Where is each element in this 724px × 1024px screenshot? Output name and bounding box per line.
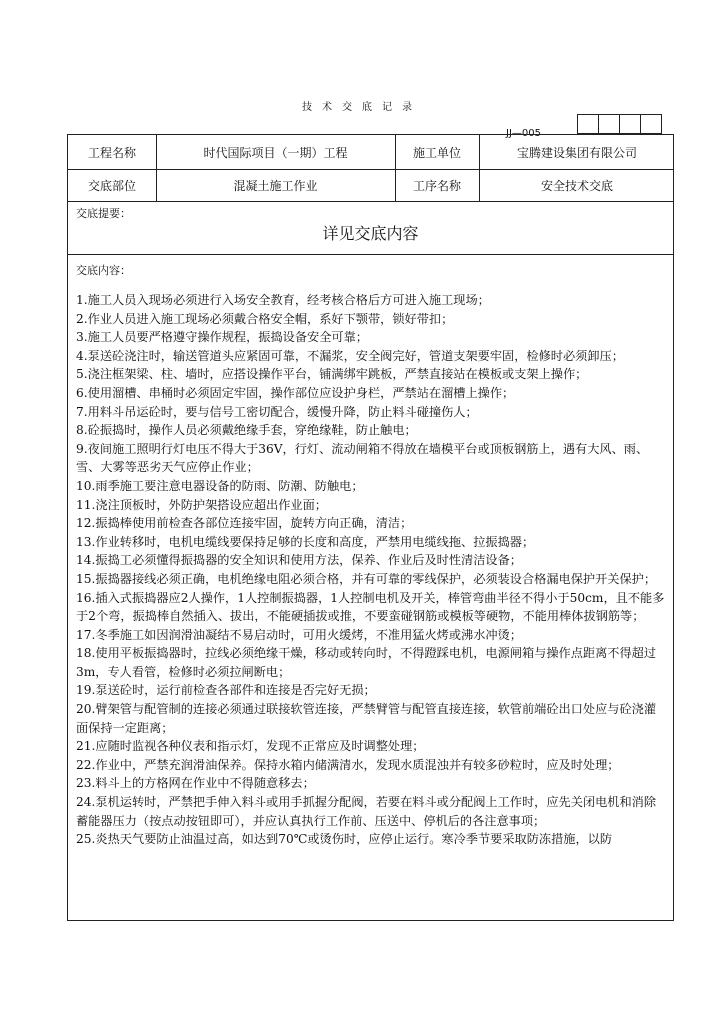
content-item: 5.浇注框架梁、柱、墙时，应搭设操作平台，铺满绑牢跳板，严禁直接站在模板或支架上操作；: [76, 367, 588, 382]
code-box: [598, 114, 620, 134]
content-list: [76, 291, 667, 849]
project-name-label: 工程名称: [87, 145, 136, 160]
content-item: 23.料斗上的方格网在作业中不得随意移去；: [76, 776, 315, 791]
content-item: 11.浇注顶板时，外防护架搭设应超出作业面；: [76, 497, 327, 512]
content-item: 25.炎热天气要防止油温过高，如达到70℃或烫伤时，应停止运行。寒冷季节要采取防冻措施，以防: [76, 832, 613, 847]
content-item: 6.使用溜槽、串桶时必须固定牢固，操作部位应设护身栏，严禁站在溜槽上操作；: [76, 385, 515, 400]
content-item: 15.振捣器接线必须正确，电机绝缘电阻必须合格，并有可靠的零线保护，必须装设合格漏电保护开关保护；: [76, 571, 657, 586]
location-label: 交底部位: [87, 178, 136, 193]
content-item: 7.用料斗吊运砼时，要与信号工密切配合，缓慢升降，防止料斗碰撞伤人；: [76, 404, 478, 419]
form-code-boxes: [578, 114, 662, 134]
process-value: 安全技术交底: [540, 178, 613, 193]
project-name-value: 时代国际项目（一期）工程: [203, 145, 348, 160]
code-box: [577, 114, 599, 134]
content-item: 18.使用平板振捣器时，拉线必须绝缘干燥，移动或转向时，不得蹬踩电机，电源闸箱与操作点距离不得超过3m，专人看管，检修时必须拉闸断电；: [76, 646, 657, 679]
content-item: 22.作业中，严禁充润滑油保养。保持水箱内储满清水，发现水质混浊并有较多砂粒时，应及时处理；: [76, 757, 620, 772]
disclosure-form: [67, 134, 674, 921]
content-item: 1.施工人员入现场必须进行入场安全教育，经考核合格后方可进入施工现场；: [76, 293, 490, 307]
summary-text: 详见交底内容: [322, 224, 419, 243]
content-item: 4.泵送砼浇注时，输送管道头应紧固可靠，不漏浆，安全阀完好，管道支架要牢固，检修时必须卸压；: [76, 348, 624, 363]
content-item: 13.作业转移时，电机电缆线要保持足够的长度和高度，严禁用电缆线拖、拉振捣器；: [76, 534, 535, 549]
content-item: 21.应随时监视各种仪表和指示灯，发现不正常应及时调整处理；: [76, 739, 425, 754]
content-label: 交底内容：: [76, 264, 131, 277]
content-item: 8.砼振捣时，操作人员必须戴绝缘手套，穿绝缘鞋，防止触电；: [76, 423, 417, 438]
row-divider: [68, 201, 673, 202]
content-item: 17.冬季施工如因润滑油凝结不易启动时，可用火缓烤，不准用猛火烤或沸水冲烫；: [76, 627, 522, 642]
code-box: [619, 114, 641, 134]
content-item: 14.振捣工必须懂得振捣器的安全知识和使用方法，保养、作业后及时性清洁设备；: [76, 553, 522, 568]
document-title: 技术交底记录: [302, 102, 422, 113]
content-item: 10.雨季施工要注意电器设备的防雨、防潮、防触电；: [76, 478, 364, 493]
content-item: 19.泵送砼时，运行前检查各部件和连接是否完好无损；: [76, 683, 376, 698]
contractor-label: 施工单位: [412, 145, 461, 160]
content-item: 24.泵机运转时，严禁把手伸入料斗或用手抓握分配阀，若要在料斗或分配阀上工作时，应先关闭电机和消除蓄能器压力（按点动按钮即可），并应认真执行工作前、压送中、停机后的各注意事项；: [76, 795, 657, 828]
row-divider: [68, 254, 673, 255]
content-item: 9.夜间施工照明行灯电压不得大于36V，行灯、流动闸箱不得放在墙模平台或顶板钢筋上，遇有大风、雨、雪、大雾等恶劣天气应停止作业；: [76, 441, 649, 475]
process-label: 工序名称: [412, 178, 461, 193]
content-item: 20.臂架管与配管制的连接必须通过联接软管连接，严禁臂管与配管直接连接，软管前端砼出口处应与砼浇灌面保持一定距离；: [76, 702, 657, 735]
form-code: JJ—005: [506, 128, 541, 139]
content-item: 3.施工人员要严格遵守操作规程，振捣设备安全可靠；: [76, 330, 368, 345]
content-item: 2.作业人员进入施工现场必须戴合格安全帽，系好下颚带，锁好带扣；: [76, 311, 454, 326]
content-item: 16.插入式振捣器应2人操作，1人控制振捣器，1人控制电机及开关，棒管弯曲半径不得小于50cm，且不能多于2个弯，振捣棒自然插入、拔出，不能硬插拔或推，不要蛮碰钢筋或模板等硬物，不能用棒体拔钢筋等；: [76, 590, 665, 624]
content-item: 12.振捣棒使用前检查各部位连接牢固，旋转方向正确，清洁；: [76, 516, 413, 531]
contractor-value: 宝腾建设集团有限公司: [516, 145, 637, 160]
code-box: [640, 114, 662, 134]
summary-label: 交底提要：: [76, 207, 131, 220]
location-value: 混凝土施工作业: [233, 178, 318, 193]
